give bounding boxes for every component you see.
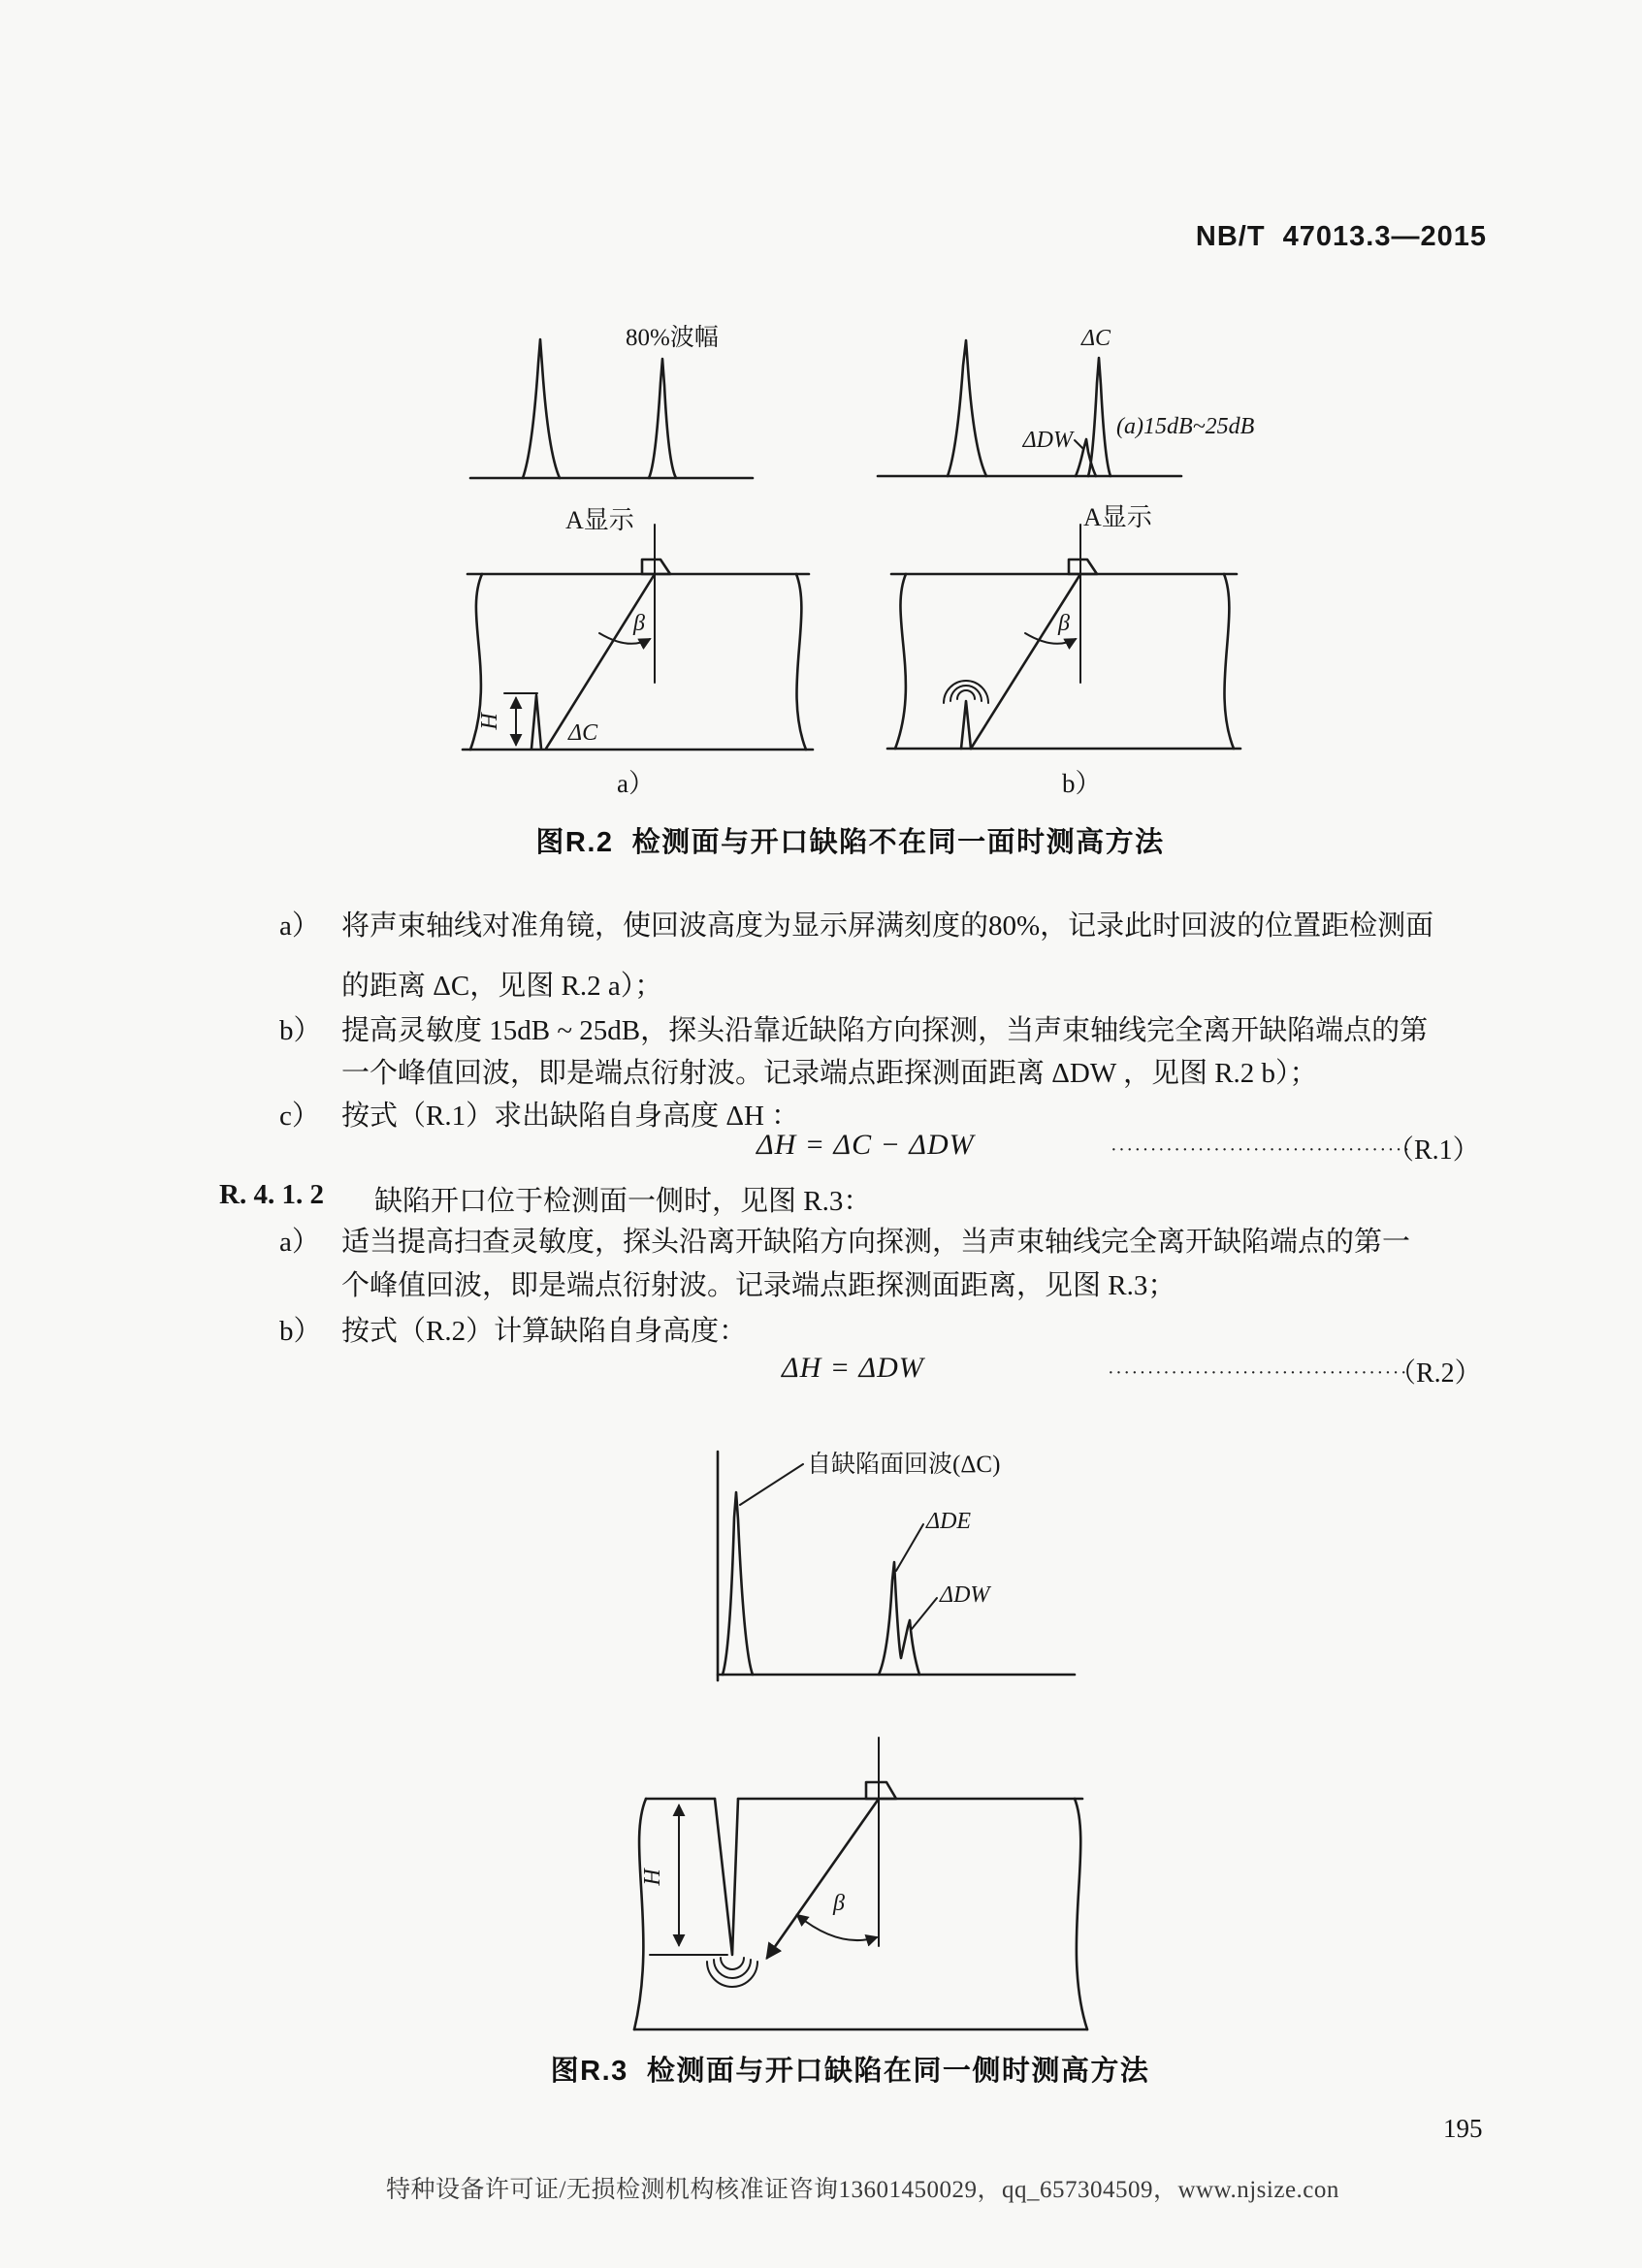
amplitude-80-label: 80%波幅 <box>626 325 719 351</box>
defect-notch <box>531 695 541 749</box>
clause-number-r412: R. 4. 1. 2 <box>219 1179 324 1210</box>
angle-arc <box>797 1915 877 1940</box>
body-line-a2-1: 适当提高扫查灵敏度，探头沿离开缺陷方向探测，当声束轴线完全离开缺陷端点的第一 <box>341 1227 1411 1258</box>
diffraction-arc-1 <box>721 1958 744 1969</box>
gain-range-label: (a)15dB~25dB <box>1116 414 1255 439</box>
label-leader-line <box>912 1598 937 1629</box>
beta-angle-label: β <box>633 611 645 636</box>
label-leader-line <box>896 1524 923 1571</box>
figure-r2-caption: 图R.2 检测面与开口缺陷不在同一面时测高方法 <box>535 827 1165 858</box>
figure-r3-caption: 图R.3 检测面与开口缺陷在同一侧时测高方法 <box>550 2056 1150 2087</box>
height-h-label: H <box>640 1869 665 1886</box>
label-leader-line <box>1075 440 1083 449</box>
right-break-edge <box>1075 1799 1087 2029</box>
left-break-edge <box>895 574 906 749</box>
body-line-b2: 按式（R.2）计算缺陷自身高度： <box>341 1316 748 1347</box>
body-line-c1: 按式（R.1）求出缺陷自身高度 ΔH ： <box>341 1101 800 1132</box>
probe-icon <box>642 559 670 574</box>
body-line-a2-2: 个峰值回波，即是端点衍射波。记录端点距探测面距离，见图 R.3； <box>341 1270 1176 1301</box>
list-marker-a1: a） <box>279 910 320 942</box>
formula-r2-dot-leader: ······································ <box>1108 1362 1409 1384</box>
formula-r1-dot-leader: ······································ <box>1111 1139 1412 1161</box>
cross-section-b <box>887 525 1240 798</box>
delta-c-distance-label: ΔC <box>568 720 598 746</box>
defect-notch <box>715 1799 738 1955</box>
formula-r1-expression: ΔH = ΔC − ΔDW <box>757 1129 975 1161</box>
label-leader-line <box>740 1464 803 1505</box>
right-break-edge <box>796 574 806 750</box>
diffraction-arc-1 <box>957 690 975 699</box>
list-marker-c1: c） <box>279 1101 320 1132</box>
corner-echo-peak <box>523 339 560 478</box>
subfigure-a-label: a） <box>617 769 655 798</box>
probe-icon <box>866 1782 896 1799</box>
corner-echo-peak <box>948 340 986 476</box>
beta-angle-label: β <box>1058 611 1070 636</box>
figure-r3-diagram <box>543 1425 1212 2056</box>
height-h-label: H <box>477 713 502 730</box>
subfigure-b-label: b） <box>1062 769 1102 798</box>
a-scan-waveform-r3 <box>718 1451 1075 1680</box>
tip-echo-peaks <box>879 1562 919 1675</box>
delta-c-peak-label: ΔC <box>1080 326 1111 351</box>
a-scan-waveform-a <box>470 324 753 534</box>
document-number: NB/T 47013.3—2015 <box>1195 221 1487 252</box>
list-marker-a2: a） <box>279 1227 320 1258</box>
diffraction-arc-2 <box>950 686 982 701</box>
clause-text-r412: 缺陷开口位于检测面一侧时，见图 R.3： <box>374 1186 872 1217</box>
formula-r2-expression: ΔH = ΔDW <box>782 1352 924 1384</box>
list-marker-b2: b） <box>279 1316 322 1347</box>
formula-r1-number: （R.1） <box>1387 1135 1480 1166</box>
defect-notch <box>961 701 971 749</box>
cross-section-a <box>463 525 813 798</box>
echo-peak-80pct <box>649 359 676 478</box>
cross-section-r3 <box>634 1738 1087 2029</box>
body-line-b1-2: 一个峰值回波，即是端点衍射波。记录端点距探测面距离 ΔDW ，见图 R.2 b）； <box>341 1058 1318 1089</box>
watermark-text: 特种设备许可证/无损检测机构核准证咨询13601450029，qq_657304509，www.njsize.con <box>386 2177 1339 2203</box>
beam-axis-line <box>767 1799 879 1958</box>
left-break-edge <box>634 1799 646 2029</box>
delta-dw-peak-label: ΔDW <box>1022 428 1073 453</box>
beam-axis-line <box>546 574 655 749</box>
a-display-label-left: A显示 <box>565 506 634 534</box>
beta-angle-label: β <box>833 1891 845 1916</box>
delta-dw-label: ΔDW <box>940 1582 990 1608</box>
a-display-label-right: A显示 <box>1083 503 1152 531</box>
delta-de-label: ΔDE <box>926 1509 972 1534</box>
formula-r2-number: （R.2） <box>1389 1358 1482 1389</box>
a-scan-waveform-b <box>878 326 1255 531</box>
body-line-a1-1: 将声束轴线对准角镜，使回波高度为显示屏满刻度的80%，记录此时回波的位置距检测面 <box>341 910 1434 942</box>
defect-face-echo-label: 自缺陷面回波(ΔC) <box>807 1452 1001 1478</box>
page-number: 195 <box>1443 2114 1483 2143</box>
right-break-edge <box>1224 574 1234 749</box>
defect-face-echo-peak <box>723 1492 753 1675</box>
probe-icon <box>1069 559 1097 574</box>
body-line-b1-1: 提高灵敏度 15dB ~ 25dB，探头沿靠近缺陷方向探测，当声束轴线完全离开缺陷端点的第 <box>341 1015 1429 1046</box>
delta-c-peak <box>1088 358 1111 476</box>
body-line-a1-2: 的距离 ΔC，见图 R.2 a）； <box>341 971 663 1002</box>
list-marker-b1: b） <box>279 1015 322 1046</box>
figure-r2-diagram <box>427 310 1280 805</box>
beam-axis-line <box>971 574 1080 749</box>
